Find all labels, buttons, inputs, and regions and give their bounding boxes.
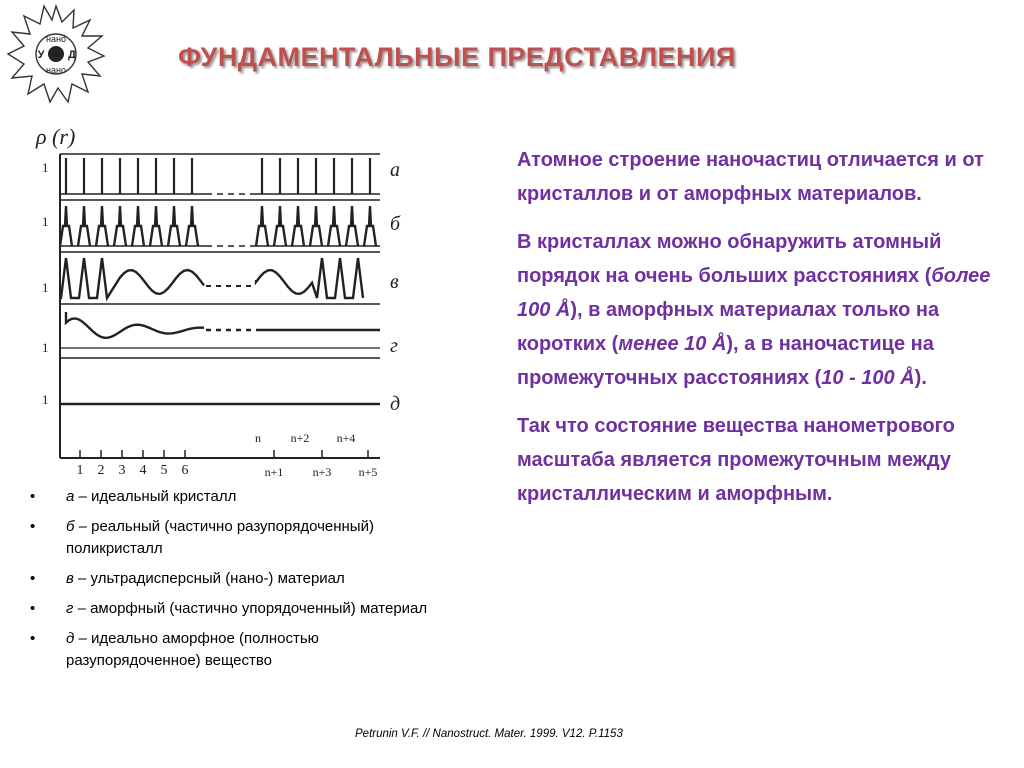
logo-top-text: нано: [46, 34, 66, 44]
legend-list: [30, 486, 450, 680]
wave-curve: [66, 312, 204, 338]
page-title: ФУНДАМЕНТАЛЬНЫЕ ПРЕДСТАВЛЕНИЯ: [178, 42, 736, 72]
x-tick-label: 1: [76, 463, 84, 478]
x-tick-label: 2: [97, 463, 105, 478]
peak-shape: [96, 206, 108, 246]
peak-shape: [364, 206, 376, 246]
explanation-text: [517, 143, 997, 525]
legend-item: [30, 598, 450, 620]
logo-left-letter: У: [37, 49, 45, 61]
peak-shape: [346, 206, 358, 246]
row-letter: д: [390, 393, 401, 415]
peak-shape: [310, 206, 322, 246]
logo-right-letter: Д: [68, 49, 76, 61]
row-letter: в: [390, 271, 399, 293]
legend-key: б: [66, 518, 75, 535]
row-letter: а: [390, 159, 400, 181]
p2-part: ).: [914, 367, 927, 389]
p2-part: ), в аморфных материалах только на коротких (: [517, 299, 940, 355]
legend-item: [30, 628, 450, 672]
peak-shape: [132, 206, 144, 246]
tick-one: 1: [42, 392, 49, 407]
legend-key: г: [66, 600, 74, 617]
peak-shape: [328, 206, 340, 246]
nano-logo: [6, 4, 106, 104]
legend-text: – идеальный кристалл: [74, 488, 237, 505]
n-label: n+4: [336, 431, 356, 445]
paragraph-3: Так что состояние вещества нанометрового масштаба является промежуточным между кристаллическим и аморфным.: [517, 415, 955, 505]
peak-shape: [150, 206, 162, 246]
legend-key: в: [66, 570, 74, 587]
figure-y-label: ρ (r): [36, 124, 76, 149]
paragraph-1: Атомное строение наночастиц отличается и от кристаллов и от аморфных материалов.: [517, 149, 984, 205]
row-letter: б: [390, 213, 401, 235]
citation: Petrunin V.F. // Nanostruct. Mater. 1999. V12. P.1153: [355, 728, 623, 740]
legend-text: – реальный (частично разупорядоченный) поликристалл: [66, 518, 374, 557]
peak-shape: [292, 206, 304, 246]
tick-one: 1: [42, 280, 49, 295]
p2-emph: 10 - 100 Å: [821, 367, 915, 389]
x-tick-label: 3: [118, 463, 126, 478]
peak-shape: [60, 206, 72, 246]
x-tick-label: 6: [181, 463, 189, 478]
tick-one: 1: [42, 160, 49, 175]
wave-curve: [256, 258, 363, 298]
logo-bottom-text: нано: [46, 65, 66, 75]
p2-part: В кристаллах можно обнаружить атомный порядок на очень больших расстояниях (: [517, 231, 942, 287]
n-label: n+2: [290, 431, 310, 445]
peak-shape: [114, 206, 126, 246]
legend-key: д: [66, 630, 75, 647]
legend-item: [30, 516, 450, 560]
n-label: n+1: [264, 465, 284, 479]
tick-one: 1: [42, 214, 49, 229]
legend-item: [30, 568, 450, 590]
p2-emph: более 100 Å: [517, 265, 991, 321]
tick-one: 1: [42, 340, 49, 355]
wave-curve: [60, 258, 204, 298]
n-label: n+5: [358, 465, 378, 479]
paragraph-2: [517, 225, 997, 395]
legend-text: – ультрадисперсный (нано-) материал: [73, 570, 345, 587]
legend-text: – идеально аморфное (полностью разупорядоченное) вещество: [66, 630, 319, 669]
peak-shape: [256, 206, 268, 246]
legend-text: – аморфный (частично упорядоченный) материал: [73, 600, 428, 617]
row-letter: г: [390, 335, 398, 357]
peak-shape: [186, 206, 198, 246]
rdf-figure: [30, 120, 426, 490]
peak-shape: [168, 206, 180, 246]
legend-item: [30, 486, 450, 508]
x-tick-label: 4: [139, 463, 147, 478]
p2-part: ), а в наночастице на промежуточных расстояниях (: [517, 333, 934, 389]
n-label: n: [255, 431, 261, 445]
n-label: n+3: [312, 465, 332, 479]
x-tick-label: 5: [160, 463, 168, 478]
p2-emph: менее 10 Å: [618, 333, 727, 355]
peak-shape: [274, 206, 286, 246]
legend-key: а: [66, 488, 75, 505]
peak-shape: [78, 206, 90, 246]
